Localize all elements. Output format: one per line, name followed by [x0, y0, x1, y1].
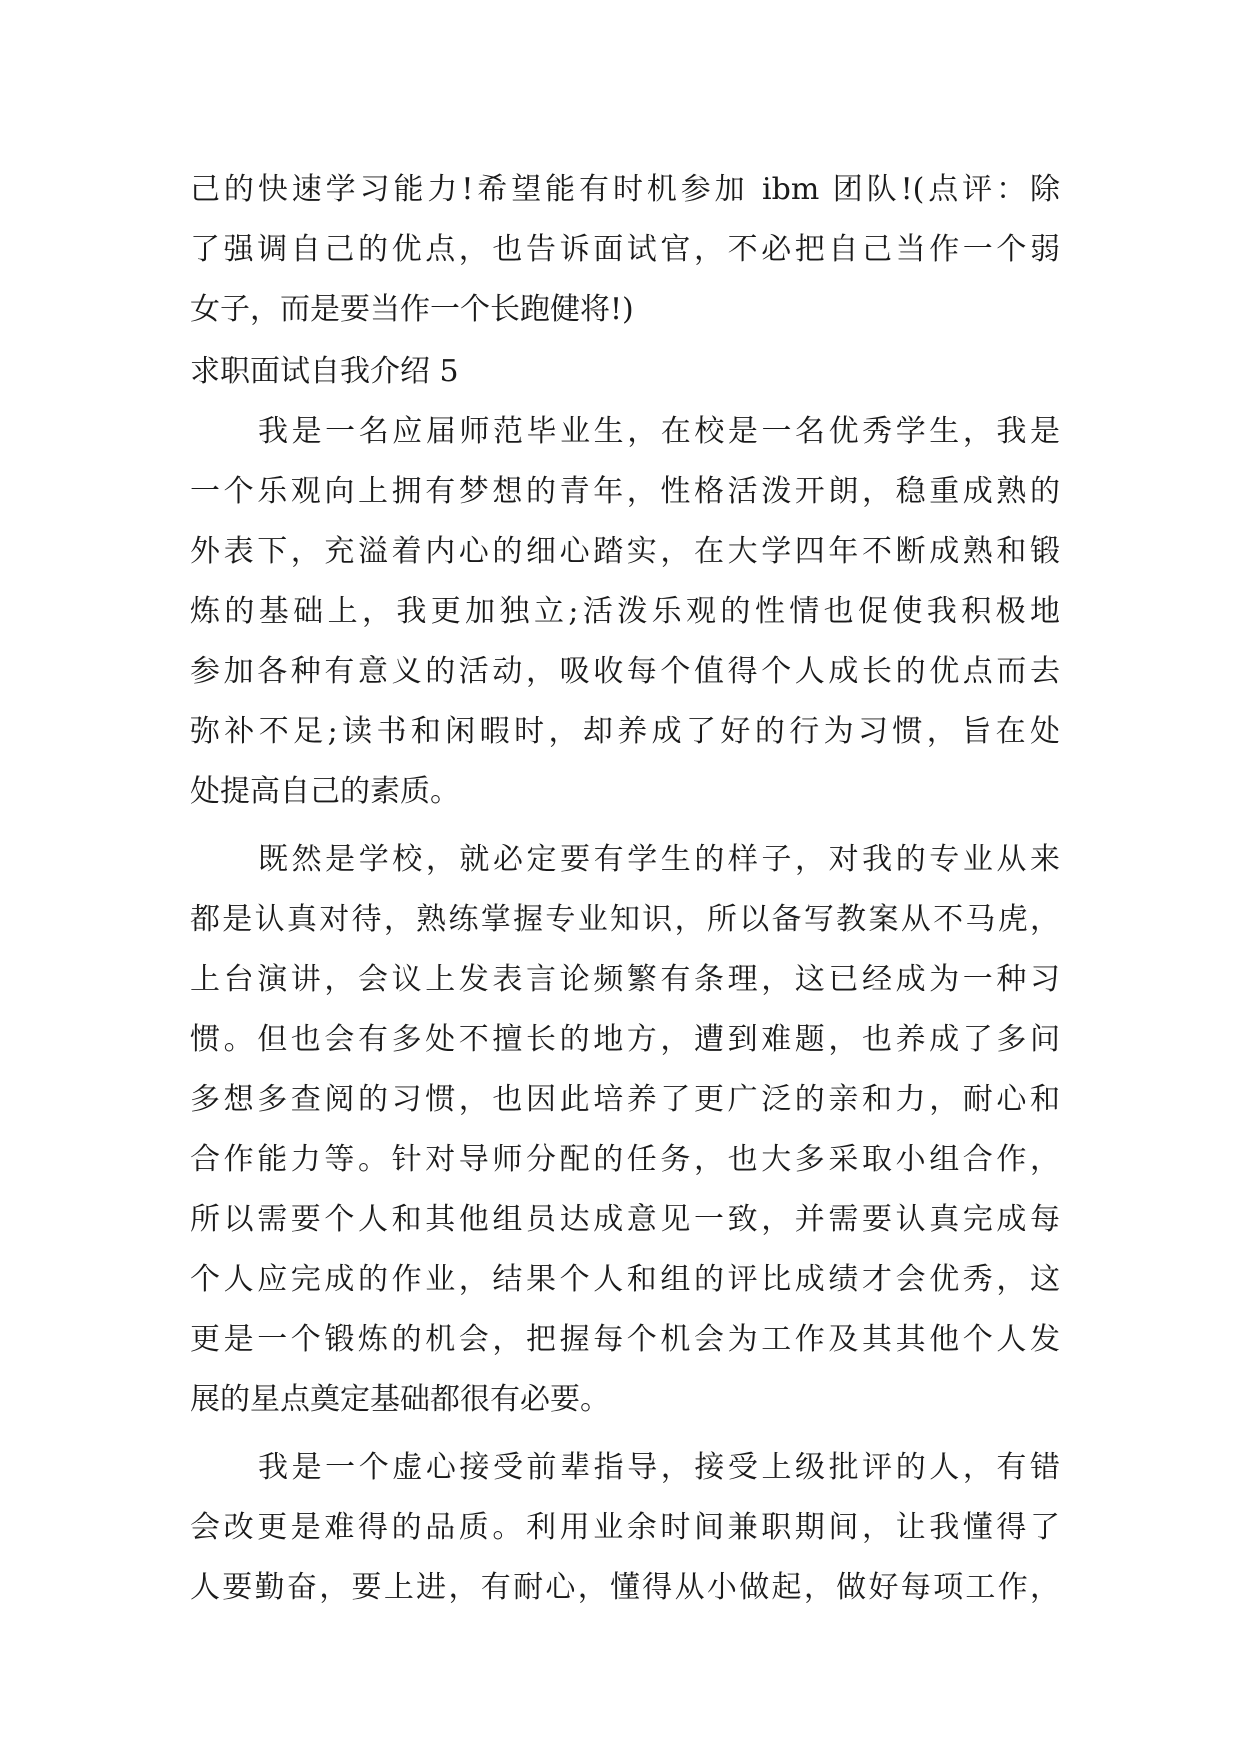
- text-line: 参加各种有意义的活动，吸收每个值得个人成长的优点而去: [190, 654, 1060, 689]
- text-line: 弥补不足;读书和闲暇时，却养成了好的行为习惯，旨在处: [190, 714, 1060, 749]
- text-line: 更是一个锻炼的机会，把握每个机会为工作及其其他个人发: [190, 1322, 1060, 1357]
- paragraph-2: [190, 830, 1060, 1430]
- text-line: 女子，而是要当作一个长跑健将!): [190, 292, 634, 327]
- text-line: 都是认真对待，熟练掌握专业知识，所以备写教案从不马虎，: [190, 902, 1060, 937]
- text-line: 上台演讲，会议上发表言论频繁有条理，这已经成为一种习: [190, 962, 1060, 997]
- text-line: 惯。但也会有多处不擅长的地方，遭到难题，也养成了多问: [190, 1022, 1060, 1057]
- text-line: 炼的基础上，我更加独立;活泼乐观的性情也促使我积极地: [190, 594, 1060, 629]
- document-body: [190, 160, 1060, 1626]
- paragraph-3: [190, 1438, 1060, 1618]
- intro-paragraph: [190, 160, 1060, 340]
- text-line: 人要勤奋，要上进，有耐心，懂得从小做起，做好每项工作，: [190, 1570, 1060, 1605]
- text-line: 多想多查阅的习惯，也因此培养了更广泛的亲和力，耐心和: [190, 1082, 1060, 1117]
- text-line: 我是一名应届师范毕业生，在校是一名优秀学生，我是: [258, 414, 1060, 449]
- paragraph-1: [190, 402, 1060, 822]
- text-line: 所以需要个人和其他组员达成意见一致，并需要认真完成每: [190, 1202, 1060, 1237]
- text-line: 己的快速学习能力!希望能有时机参加 ibm 团队!(点评：除: [190, 172, 1060, 207]
- text-line: 一个乐观向上拥有梦想的青年，性格活泼开朗，稳重成熟的: [190, 474, 1060, 509]
- text-line: 既然是学校，就必定要有学生的样子，对我的专业从来: [258, 842, 1060, 877]
- text-line: 了强调自己的优点，也告诉面试官，不必把自己当作一个弱: [190, 232, 1060, 267]
- text-line: 处提高自己的素质。: [190, 774, 460, 809]
- text-line: 展的星点奠定基础都很有必要。: [190, 1382, 610, 1417]
- text-line: 合作能力等。针对导师分配的任务，也大多采取小组合作，: [190, 1142, 1060, 1177]
- text-line: 个人应完成的作业，结果个人和组的评比成绩才会优秀，这: [190, 1262, 1060, 1297]
- text-line: 我是一个虚心接受前辈指导，接受上级批评的人，有错: [258, 1450, 1060, 1485]
- text-line: 会改更是难得的品质。利用业余时间兼职期间，让我懂得了: [190, 1510, 1060, 1545]
- text-line: 外表下，充溢着内心的细心踏实，在大学四年不断成熟和锻: [190, 534, 1060, 569]
- section-heading: 求职面试自我介绍 5: [190, 354, 459, 389]
